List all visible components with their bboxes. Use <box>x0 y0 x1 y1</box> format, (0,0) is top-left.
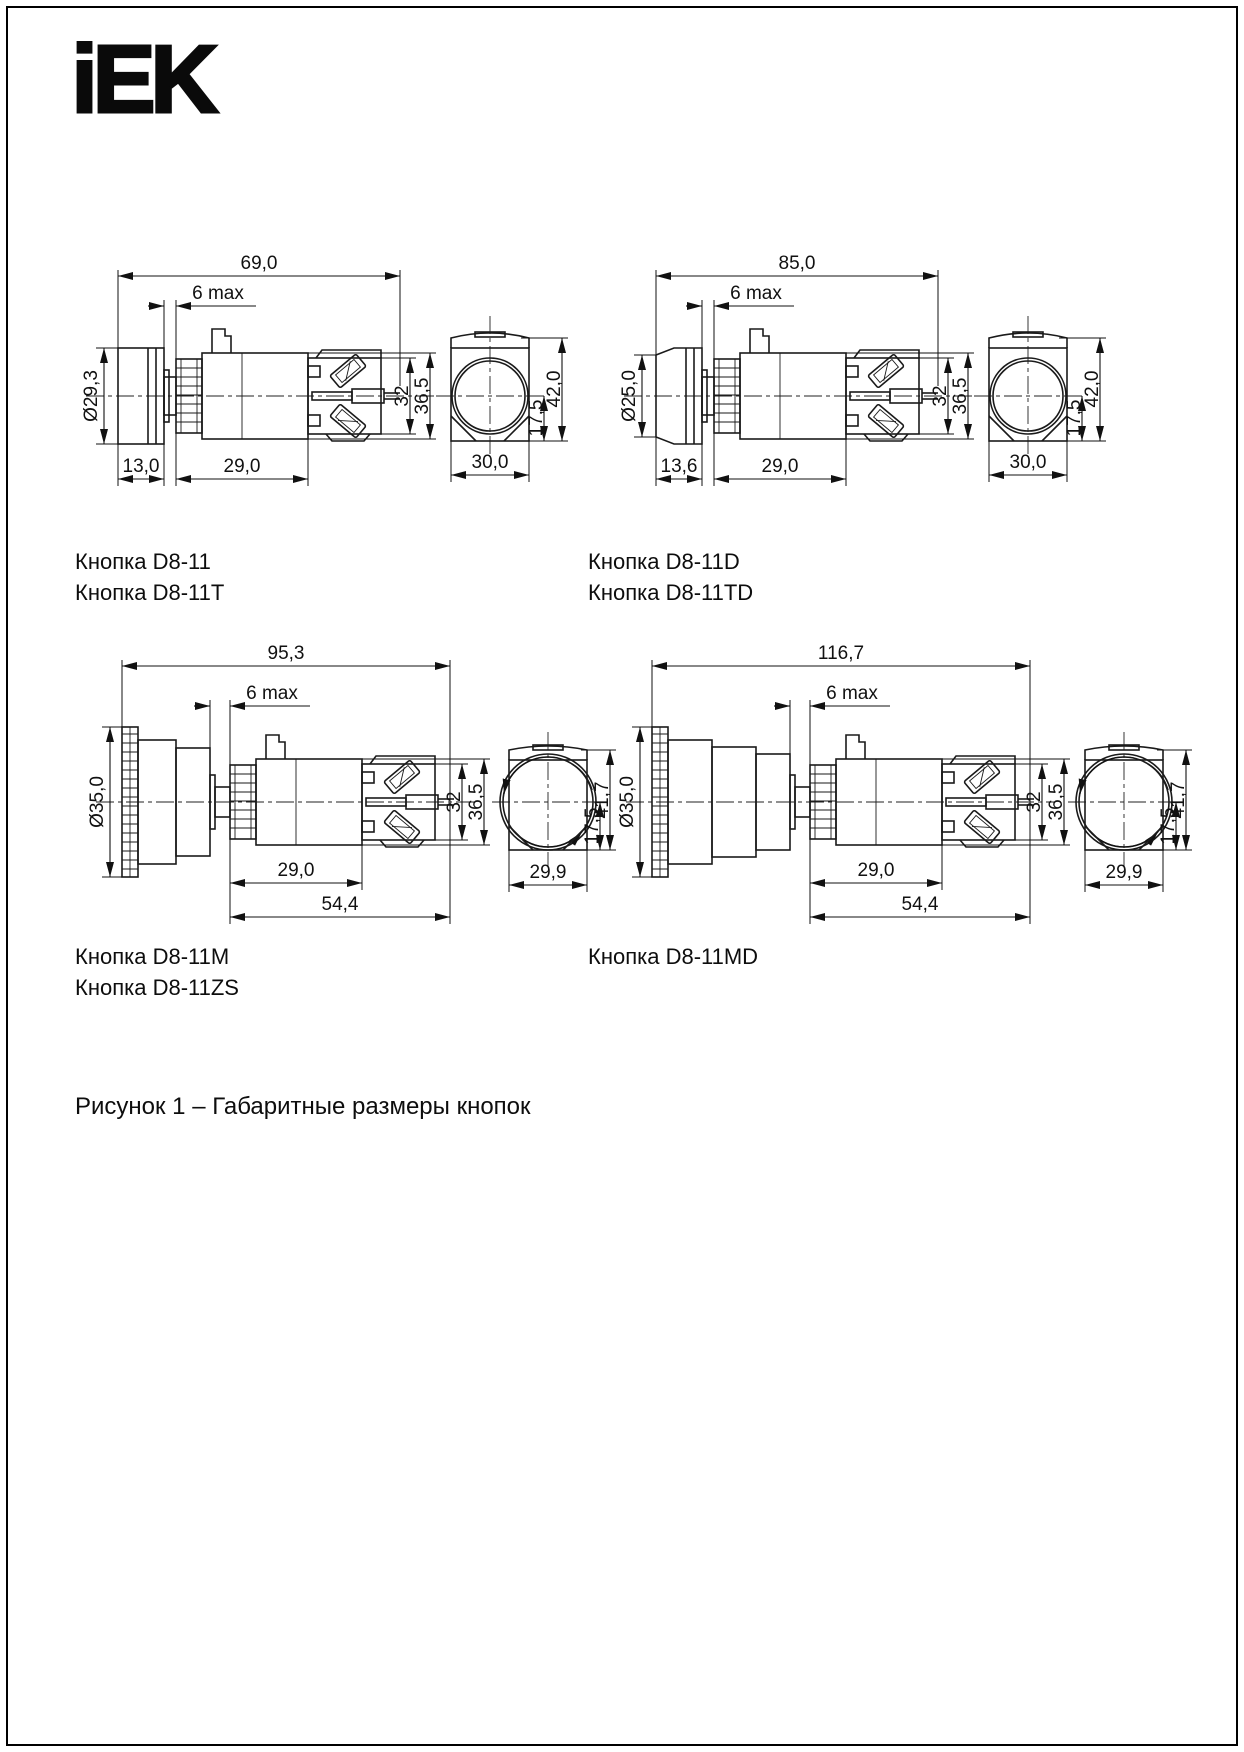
dim-front-width-label: 30,0 <box>471 452 509 473</box>
figure-label: Кнопка D8-11MD <box>588 944 759 969</box>
dim-diameter-label: Ø25,0 <box>619 370 640 422</box>
dim-mount-label: 54,4 <box>901 894 939 915</box>
dim-total-label: 95,3 <box>267 643 305 664</box>
figure-d8-11m-drawing <box>70 640 620 950</box>
mount-and-contact-block <box>230 735 454 847</box>
dim-h32-label: 32 <box>444 791 465 813</box>
dim-front-width-label: 29,9 <box>1105 862 1143 883</box>
dimensions <box>619 253 974 486</box>
dim-front-height-label: 42,0 <box>1082 370 1103 408</box>
figure-label: Кнопка D8-11M <box>75 944 230 969</box>
dim-total-label: 69,0 <box>240 253 278 274</box>
dim-front-half-label: 17,5 <box>1158 807 1179 845</box>
dim-cap-label: 13,6 <box>660 456 698 477</box>
mount-and-contact-block <box>810 735 1034 847</box>
dim-body-label: 29,0 <box>223 456 261 477</box>
front-view <box>492 732 616 892</box>
dim-mount-label: 54,4 <box>321 894 359 915</box>
dim-front-height-label: 41,7 <box>592 781 613 819</box>
dim-front-width-label: 30,0 <box>1009 452 1047 473</box>
figure-d8-11-drawing <box>58 238 578 538</box>
dim-front-half-label: 17,5 <box>582 807 603 845</box>
figure-d8-11d-drawing <box>596 238 1116 538</box>
dim-body-label: 29,0 <box>761 456 799 477</box>
dim-h32-label: 32 <box>392 385 413 407</box>
dim-front-half-label: 17,5 <box>526 399 547 437</box>
dim-diameter-label: Ø29,3 <box>81 370 102 422</box>
figure-caption: Рисунок 1 – Габаритные размеры кнопок <box>75 1093 531 1120</box>
figure-label: Кнопка D8-11ZS <box>75 975 239 1000</box>
dimensions <box>617 643 1070 924</box>
dim-total-label: 116,7 <box>817 643 865 664</box>
dim-h32-label: 32 <box>930 385 951 407</box>
dim-h32-label: 32 <box>1024 791 1045 813</box>
dim-panel-label: 6 max <box>730 283 782 304</box>
figure-label: Кнопка D8-11T <box>75 580 225 605</box>
mount-and-contact-block <box>176 329 400 441</box>
dim-front-height-label: 41,7 <box>1168 781 1189 819</box>
dim-h36-label: 36,5 <box>412 377 433 415</box>
figure-3-labels <box>75 941 239 1003</box>
dim-front-half-label: 17,5 <box>1064 399 1085 437</box>
mount-and-contact-block <box>714 329 938 441</box>
front-view <box>1068 732 1192 892</box>
dim-diameter-label: Ø35,0 <box>87 776 108 828</box>
side-view <box>96 727 474 877</box>
figure-label: Кнопка D8-11TD <box>588 580 754 605</box>
dim-cap-label: 13,0 <box>122 456 160 477</box>
dim-h36-label: 36,5 <box>466 783 487 821</box>
figure-label: Кнопка D8-11 <box>75 549 211 574</box>
dim-front-height-label: 42,0 <box>544 370 565 408</box>
figure-4-labels <box>588 941 758 972</box>
iek-logo: iEK <box>71 26 214 133</box>
dim-total-label: 85,0 <box>778 253 816 274</box>
front-view <box>436 316 568 482</box>
dim-panel-label: 6 max <box>826 683 878 704</box>
figure-d8-11md-drawing <box>600 640 1200 950</box>
dim-diameter-label: Ø35,0 <box>617 776 638 828</box>
figure-1-labels <box>75 546 224 608</box>
dimensions <box>81 253 436 486</box>
figure-label: Кнопка D8-11D <box>588 549 740 574</box>
dim-body-label: 29,0 <box>277 860 315 881</box>
dim-front-width-label: 29,9 <box>529 862 567 883</box>
figure-2-labels <box>588 546 753 608</box>
dim-panel-label: 6 max <box>192 283 244 304</box>
side-view <box>626 727 1054 877</box>
dim-h36-label: 36,5 <box>950 377 971 415</box>
dim-h36-label: 36,5 <box>1046 783 1067 821</box>
dimensions <box>87 643 490 924</box>
dim-body-label: 29,0 <box>857 860 895 881</box>
front-view <box>974 316 1106 482</box>
dim-panel-label: 6 max <box>246 683 298 704</box>
